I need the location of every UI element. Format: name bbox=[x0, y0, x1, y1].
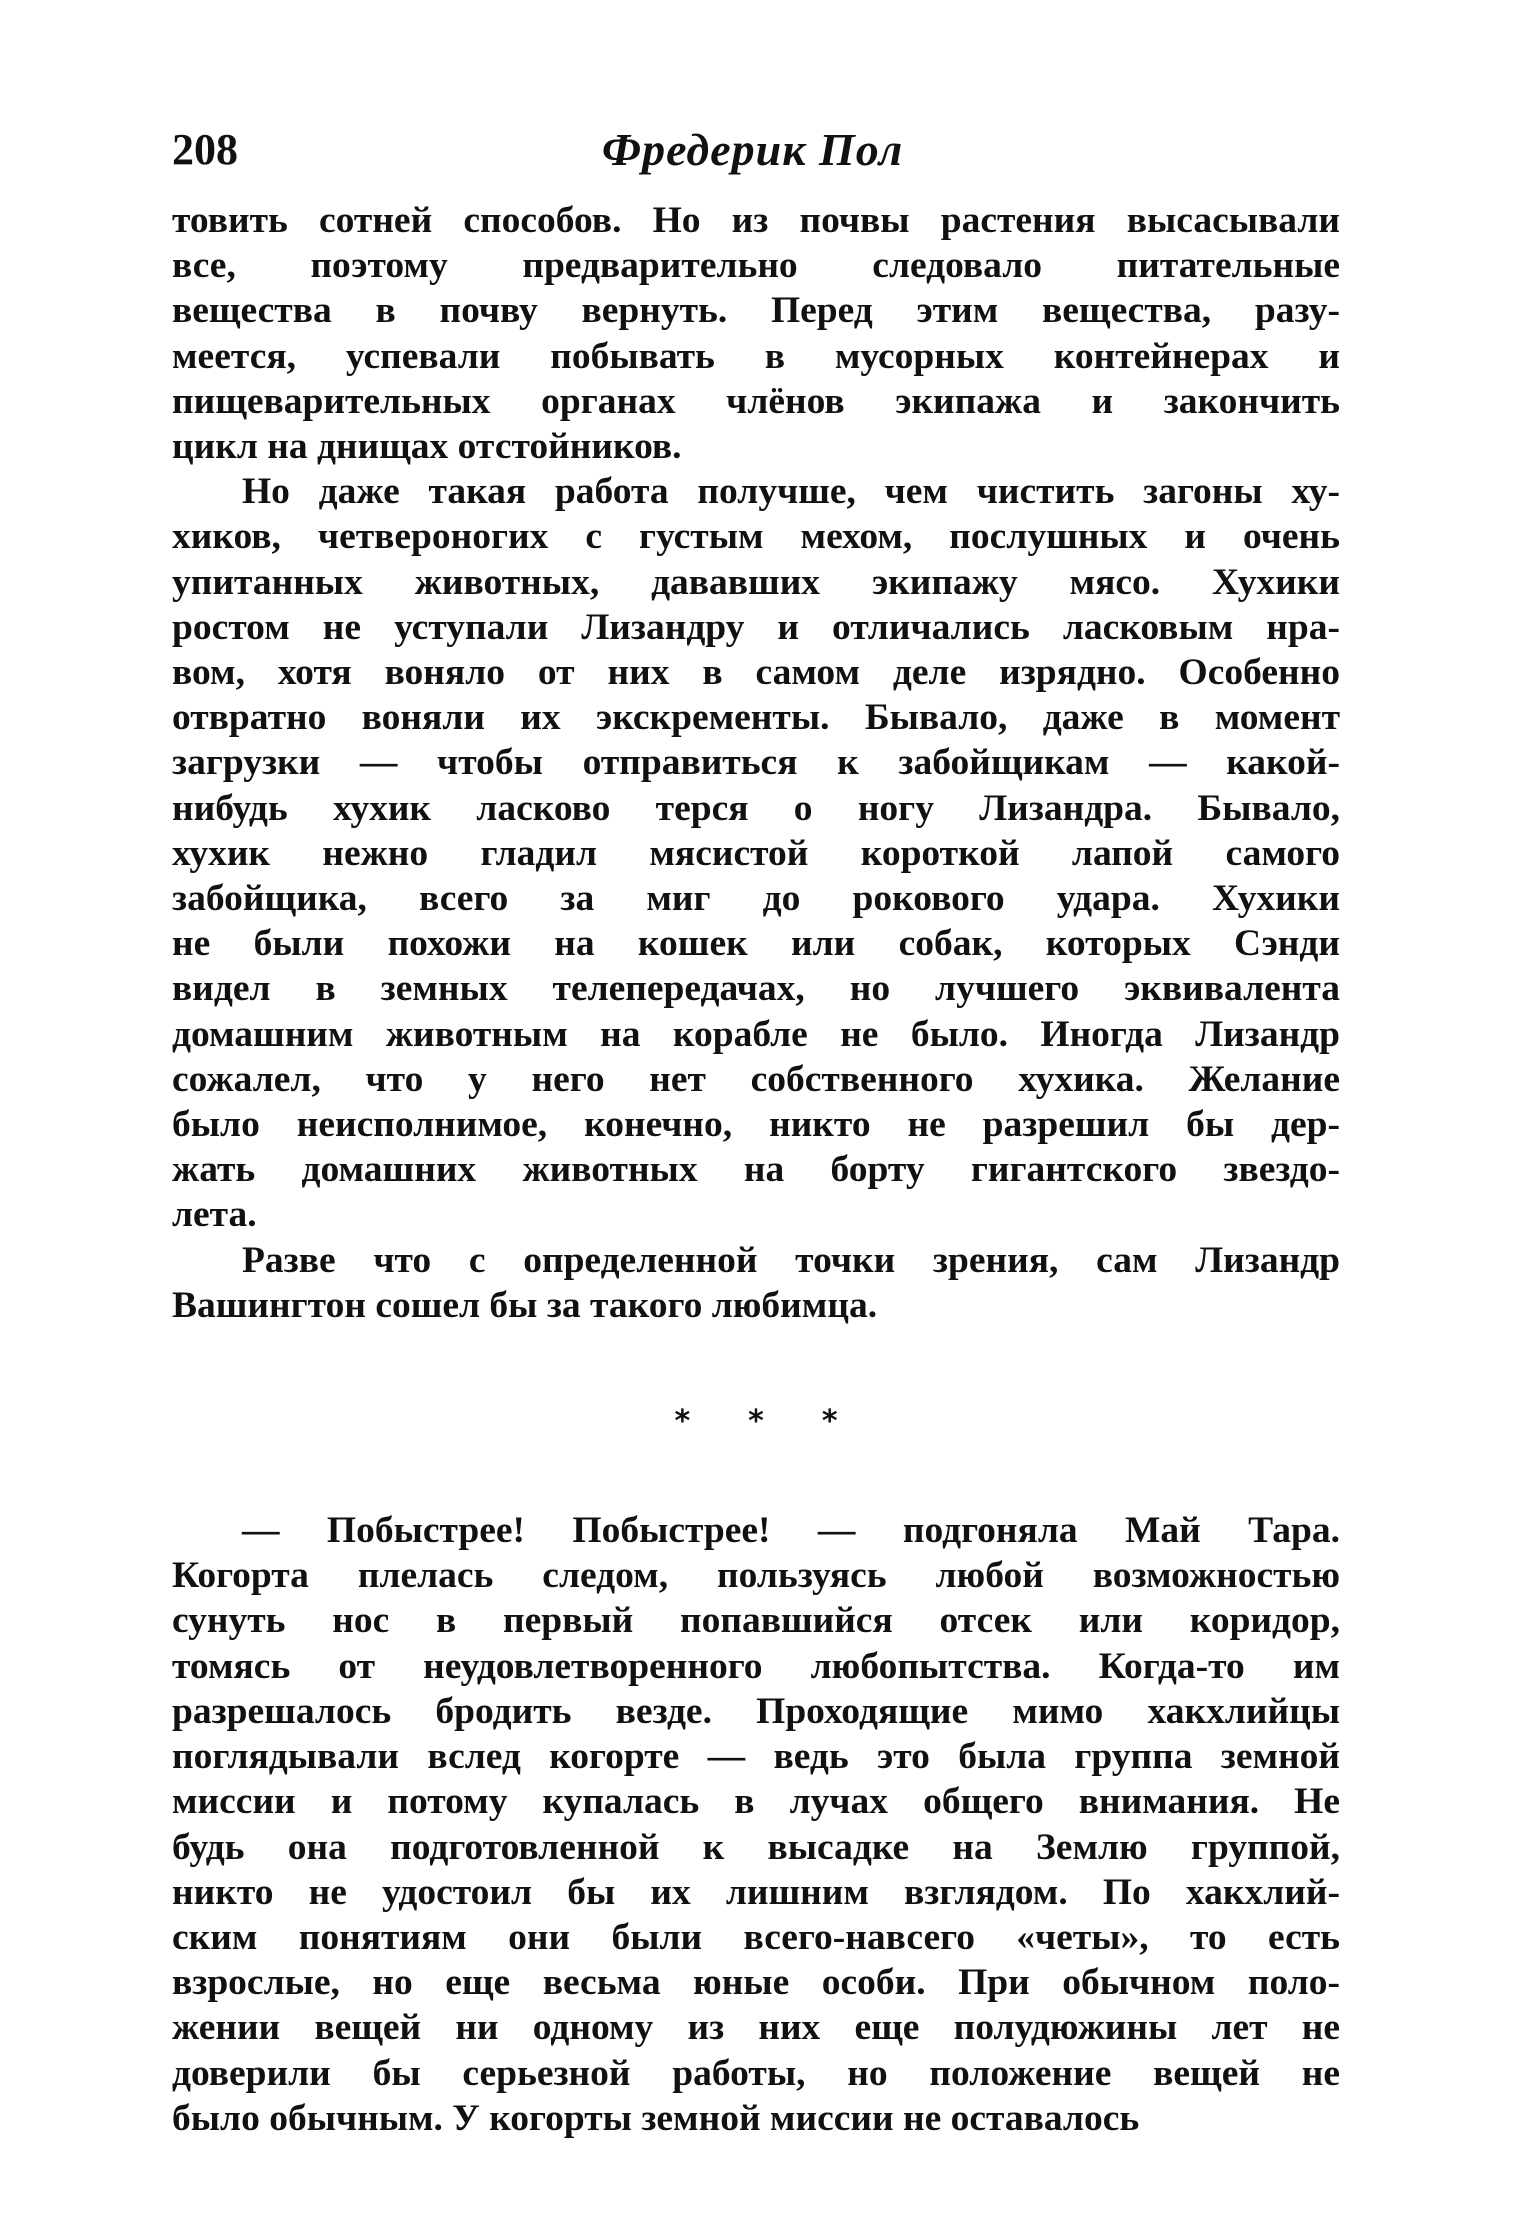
text-line: Но даже такая работа получше, чем чистить загоны ху- bbox=[242, 471, 1340, 513]
text-line: жении вещей ни одному из них еще полудюжины лет не bbox=[172, 2007, 1340, 2049]
paragraph bbox=[172, 1238, 1340, 1328]
section-break-asterisk: * bbox=[748, 1404, 764, 1440]
text-line: забойщика, всего за миг до рокового удара. Хухики bbox=[172, 878, 1340, 920]
text-line: Разве что с определенной точки зрения, сам Лизандр bbox=[242, 1239, 1340, 1281]
page-number: 208 bbox=[172, 125, 238, 174]
text-line: вом, хотя воняло от них в самом деле изрядно. Особенно bbox=[172, 652, 1340, 694]
text-line: не были похожи на кошек или собак, которых Сэнди bbox=[172, 923, 1340, 965]
text-line: пищеварительных органах члёнов экипажа и закончить bbox=[172, 380, 1340, 422]
paragraph bbox=[172, 469, 1340, 1237]
text-line: меется, успевали побывать в мусорных контейнерах и bbox=[172, 335, 1340, 377]
text-line: доверили бы серьезной работы, но положение вещей не bbox=[172, 2052, 1340, 2094]
text-line: домашним животным на корабле не было. Иногда Лизандр bbox=[172, 1013, 1340, 1055]
text-line: жать домашних животных на борту гигантского звездо- bbox=[172, 1149, 1340, 1191]
text-line: миссии и потому купалась в лучах общего внимания. Не bbox=[172, 1781, 1340, 1823]
text-line: было обычным. У когорты земной миссии не оставалось bbox=[172, 2097, 1140, 2139]
section-break-asterisk: * bbox=[821, 1404, 838, 1440]
paragraph bbox=[172, 198, 1340, 469]
text-line: цикл на днищах отстойников. bbox=[172, 426, 682, 468]
text-line: поглядывали вслед когорте — ведь это была группа земной bbox=[172, 1736, 1340, 1778]
text-line: взрослые, но еще весьма юные особи. При обычном поло- bbox=[172, 1962, 1340, 2004]
text-line: Когорта плелась следом, пользуясь любой возможностью bbox=[172, 1555, 1340, 1597]
text-line: видел в земных телепередачах, но лучшего эквивалента bbox=[172, 968, 1340, 1010]
text-line: загрузки — чтобы отправиться к забойщикам — какой- bbox=[172, 742, 1340, 784]
text-line: было неисполнимое, конечно, никто не разрешил бы дер- bbox=[172, 1104, 1340, 1146]
text-line: нибудь хухик ласково терся о ногу Лизандра. Бывало, bbox=[172, 787, 1340, 829]
text-line: томясь от неудовлетворенного любопытства. Когда-то им bbox=[172, 1645, 1340, 1687]
text-line: отвратно воняли их экскременты. Бывало, даже в момент bbox=[172, 697, 1340, 739]
paragraphs-after-break bbox=[172, 1508, 1340, 2141]
text-line: все, поэтому предварительно следовало питательные bbox=[172, 245, 1340, 287]
text-line: будь она подготовленной к высадке на Землю группой, bbox=[172, 1826, 1340, 1868]
text-line: разрешалось бродить везде. Проходящие мимо хакхлийцы bbox=[172, 1690, 1340, 1732]
running-title: Фредерик Пол bbox=[602, 124, 904, 175]
text-line: хиков, четвероногих с густым мехом, послушных и очень bbox=[172, 516, 1340, 558]
text-line: ростом не уступали Лизандру и отличались ласковым нра- bbox=[172, 606, 1340, 648]
section-break-asterisk: * bbox=[674, 1404, 691, 1440]
text-line: сунуть нос в первый попавшийся отсек или коридор, bbox=[172, 1600, 1340, 1642]
text-line: Вашингтон сошел бы за такого любимца. bbox=[172, 1284, 878, 1326]
text-line: хухик нежно гладил мясистой короткой лапой самого bbox=[172, 832, 1340, 874]
text-line: сожалел, что у него нет собственного хухика. Желание bbox=[172, 1058, 1340, 1100]
paragraphs-before-break bbox=[172, 198, 1340, 1328]
section-break bbox=[172, 1328, 1340, 1508]
text-line: упитанных животных, дававших экипажу мясо. Хухики bbox=[172, 561, 1340, 603]
text-line: товить сотней способов. Но из почвы растения высасывали bbox=[172, 200, 1340, 241]
text-line: — Побыстрее! Побыстрее! — подгоняла Май Тара. bbox=[242, 1510, 1340, 1552]
text-line: ским понятиям они были всего-навсего «четы», то есть bbox=[172, 1916, 1340, 1958]
text-line: вещества в почву вернуть. Перед этим вещества, разу- bbox=[172, 290, 1340, 332]
page-header bbox=[172, 122, 1332, 182]
body-text bbox=[172, 198, 1340, 2141]
text-line: никто не удостоил бы их лишним взглядом. По хакхлий- bbox=[172, 1871, 1340, 1913]
text-line: лета. bbox=[172, 1194, 257, 1236]
paragraph bbox=[172, 1508, 1340, 2141]
